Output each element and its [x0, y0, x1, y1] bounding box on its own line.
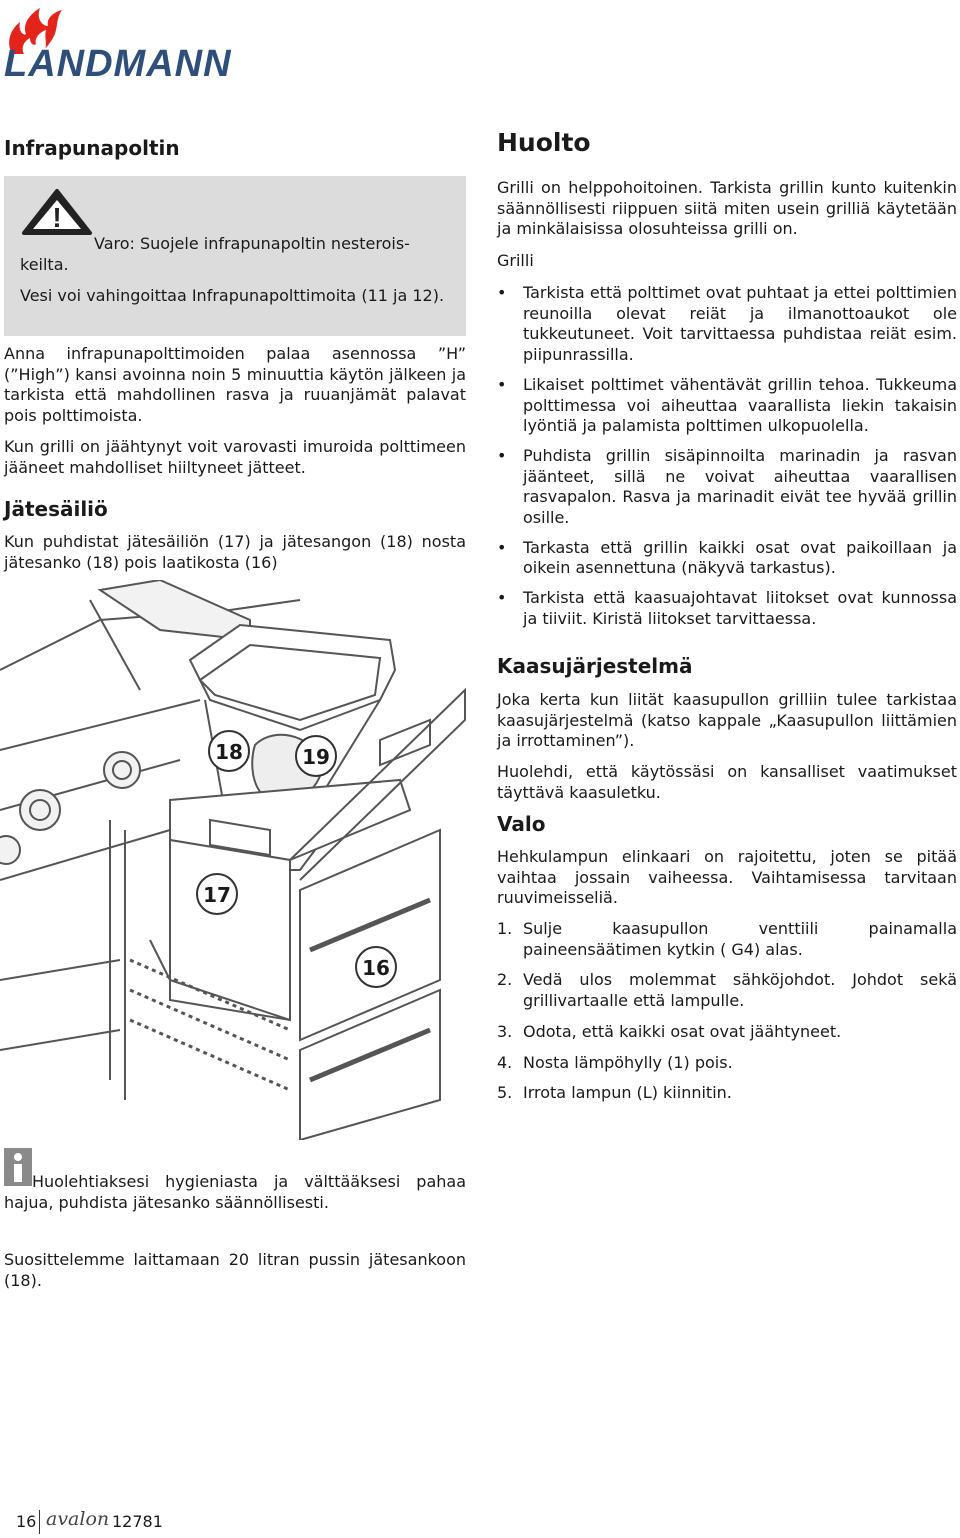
brand-name: LANDMANN [4, 43, 232, 85]
warning-title: Varo: Suojele infrapunapoltin nesterois- keilta. [20, 234, 410, 274]
paragraph-bag-recommendation: Suosittelemme laittamaan 20 litran pussin jätesankoon (18). [4, 1250, 466, 1290]
list-item: • Puhdista grillin sisäpinnoilta marinadin ja rasvan jäänteet, sillä ne voivat aiheuttaa vaarallisen rasvapalon. Rasva ja marinadit eivät tee hyvää grillin osille. [497, 446, 957, 529]
paragraph-gas-hose: Huolehdi, että käytössäsi on kansalliset vaatimukset täyttävä kaasuletku. [497, 762, 957, 802]
list-item: • Tarkista että kaasuajohtavat liitokset ovat kunnossa ja tiiviit. Kiristä liitokset tarvittaessa. [497, 588, 957, 629]
section-heading-kaasujarjestelma: Kaasujärjestelmä [497, 654, 693, 678]
paragraph-vacuum: Kun grilli on jäähtynyt voit varovasti imuroida polttimeen jääneet mahdolliset hiiltyneet jätteet. [4, 437, 466, 477]
section-heading-jatesailio: Jätesäiliö [4, 497, 108, 521]
svg-text:!: ! [52, 202, 62, 233]
list-item: • Tarkista että polttimet ovat puhtaat ja ettei polttimien reunoilla olevat reiät ja ilmanottoaukot ole tukkeutuneet. Voit tarvittaessa puhdistaa reiät esim. piipunrassilla. [497, 283, 957, 366]
list-item: 2. Vedä ulos molemmat sähköjohdot. Johdot sekä grillivartaalle että lampulle. [497, 970, 957, 1011]
list-item: 5. Irrota lampun (L) kiinnitin. [497, 1083, 732, 1103]
landmann-logo [4, 4, 266, 85]
info-note: Huolehtiaksesi hygieniasta ja välttääksesi pahaa hajua, puhdista jätesanko säännöllisesti. [4, 1172, 466, 1212]
section-heading-huolto: Huolto [497, 128, 591, 157]
paragraph-h-setting: Anna infrapunapolttimoiden palaa asennossa ”H” (”High”) kansi avoinna noin 5 minuuttia käytön jälkeen ja tarkista että mahdollinen rasva ja ruuanjämät palavat pois polttimoista. [4, 344, 466, 426]
figure-callout-16: 16 [355, 946, 397, 988]
label-grilli: Grilli [497, 251, 534, 270]
paragraph-jatesailio: Kun puhdistat jätesäiliön (17) ja jätesangon (18) nosta jätesanko (18) pois laatikosta (16) [4, 532, 466, 572]
list-item: 3. Odota, että kaikki osat ovat jäähtyneet. [497, 1021, 842, 1041]
figure-callout-17: 17 [196, 873, 238, 915]
list-item: 1. Sulje kaasupullon venttiili painamalla paineensäätimen kytkin ( G4) alas. [497, 919, 957, 959]
warning-text: Vesi voi vahingoittaa Infrapunapolttimoita (11 ja 12). [20, 286, 445, 305]
maintenance-list [497, 283, 957, 639]
lamp-steps [497, 919, 957, 1114]
footer-divider [39, 1510, 40, 1534]
section-heading-infrapunapoltin: Infrapunapoltin [4, 136, 180, 160]
list-item: • Likaiset polttimet vähentävät grillin tehoa. Tukkeuma polttimessa voi aiheuttaa vaarallista liekin takaisin lyöntiä ja palamista polttimen ulkopuolella. [497, 375, 957, 437]
waste-bin-illustration [0, 580, 470, 1140]
paragraph-valo: Hehkulampun elinkaari on rajoitettu, joten se pitää vaihtaa jossain vaiheessa. Vaihtamisessa tarvitaan ruuvimeisseliä. [497, 847, 957, 908]
page-number: 16 [16, 1512, 37, 1531]
warning-triangle-icon [20, 188, 94, 236]
footer-model: 12781 [112, 1512, 163, 1531]
figure-callout-19: 19 [295, 735, 337, 777]
list-item: 4. Nosta lämpöhylly (1) pois. [497, 1052, 733, 1072]
figure-callout-18: 18 [208, 730, 250, 772]
warning-box [4, 176, 466, 336]
paragraph-gas-check: Joka kerta kun liität kaasupullon grilliin tulee tarkistaa kaasujärjestelmä (katso kappale „Kaasupullon liittämien ja irrottaminen”). [497, 690, 957, 751]
section-heading-valo: Valo [497, 812, 546, 836]
footer-brand: avalon [46, 1508, 110, 1530]
list-item: • Tarkasta että grillin kaikki osat ovat paikoillaan ja oikein asennettuna (näkyvä tarkastus). [497, 538, 957, 579]
paragraph-huolto-intro: Grilli on helppohoitoinen. Tarkista grillin kunto kuitenkin säännöllisesti riippuen siitä miten usein grilliä käytetään ja minkälaisissa olosuhteissa grilli on. [497, 178, 957, 239]
